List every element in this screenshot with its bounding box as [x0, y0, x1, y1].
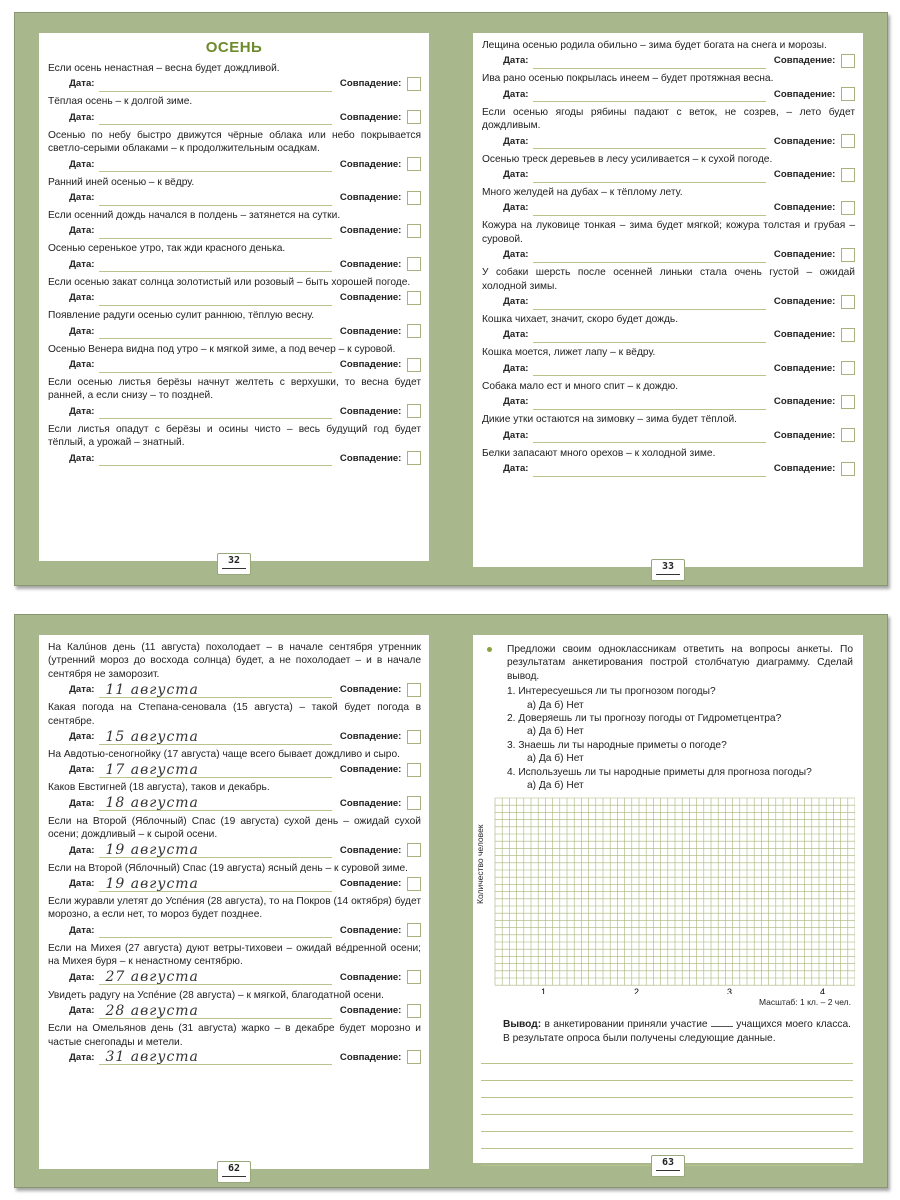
sign-entry — [473, 153, 863, 183]
sign-entry — [39, 701, 429, 745]
entry-row — [48, 256, 421, 273]
match-checkbox[interactable] — [407, 110, 421, 124]
date-label: Дата: — [69, 405, 95, 417]
date-field[interactable] — [99, 323, 331, 339]
sign-text: Какая погода на Степана-сеновала (15 августа) – такой будет погода в сентябре. — [48, 702, 421, 727]
entries-62 — [39, 641, 429, 1066]
match-checkbox[interactable] — [841, 248, 855, 262]
entry-row — [48, 289, 421, 306]
date-field[interactable] — [533, 53, 765, 69]
conclusion-label: Вывод: — [503, 1019, 542, 1031]
match-label: Совпадение: — [773, 362, 836, 374]
match-checkbox[interactable] — [407, 1050, 421, 1064]
entry-row — [482, 360, 855, 377]
date-label: Дата: — [503, 396, 529, 408]
match-checkbox[interactable] — [407, 291, 421, 305]
sign-entry — [39, 242, 429, 272]
sign-entry — [473, 313, 863, 343]
match-checkbox[interactable] — [407, 763, 421, 777]
date-label: Дата: — [69, 844, 95, 856]
date-field[interactable] — [533, 167, 765, 183]
match-label: Совпадение: — [339, 78, 402, 90]
date-field[interactable] — [99, 156, 331, 172]
question-text: 2. Доверяешь ли ты прогнозу погоды от Гидрометцентра? — [507, 713, 782, 725]
sign-text: Ива рано осенью покрылась инеем – будет протяжная весна. — [482, 73, 774, 85]
sign-text: Осенью треск деревьев в лесу усиливается – к сухой погоде. — [482, 153, 773, 165]
date-field[interactable] — [99, 403, 331, 419]
date-label: Дата: — [69, 764, 95, 776]
date-label: Дата: — [69, 359, 95, 371]
date-label: Дата: — [69, 158, 95, 170]
match-label: Совпадение: — [773, 88, 836, 100]
sign-text: Увидеть радугу на Успéние (28 августа) – к мягкой, благодатной осени. — [48, 989, 384, 1001]
sign-text: Осенью серенькое утро, так жди красного денька. — [48, 243, 286, 255]
entry-row — [48, 728, 421, 745]
scale-note: Масштаб: 1 кл. – 2 чел. — [758, 997, 851, 1008]
sign-entry — [473, 39, 863, 69]
match-checkbox[interactable] — [407, 257, 421, 271]
match-checkbox[interactable] — [841, 462, 855, 476]
question-text: 4. Используешь ли ты народные приметы для прогноза погоды? — [507, 766, 812, 778]
bottom-spread — [14, 614, 888, 1188]
entry-row — [48, 969, 421, 986]
date-label: Дата: — [69, 192, 95, 204]
date-label: Дата: — [69, 225, 95, 237]
top-spread — [14, 12, 888, 586]
question-text: 1. Интересуешься ли ты прогнозом погоды? — [507, 686, 716, 698]
date-label: Дата: — [69, 1005, 95, 1017]
date-field[interactable] — [533, 360, 765, 376]
date-field[interactable] — [533, 461, 765, 477]
date-field[interactable] — [99, 76, 331, 92]
sign-entry — [473, 346, 863, 376]
page-number-32: 32 — [217, 553, 251, 575]
date-field[interactable] — [99, 922, 331, 938]
entry-row — [482, 460, 855, 477]
sign-entry — [39, 862, 429, 892]
date-field[interactable] — [533, 133, 765, 149]
survey-question — [507, 712, 853, 739]
date-field[interactable] — [533, 86, 765, 102]
match-checkbox[interactable] — [407, 1004, 421, 1018]
date-label: Дата: — [503, 362, 529, 374]
sign-entry — [39, 641, 429, 698]
match-label: Совпадение: — [339, 258, 402, 270]
sign-text: Кожура на луковице тонкая – зима будет мягкой; кожура толстая и грубая – суровой. — [482, 220, 855, 245]
survey-intro: Предложи своим одноклассникам ответить на вопросы анкеты. По результатам анкетирования построй столбчатую диаграмму. Сделай вывод. — [485, 643, 853, 683]
entry-row — [482, 133, 855, 150]
sign-text: Если журавли улетят до Успéния (28 августа), то на Покров (14 октября) будет морозно, а если нет, то мороз будет позднее. — [48, 896, 421, 921]
match-checkbox[interactable] — [407, 358, 421, 372]
match-label: Совпадение: — [339, 797, 402, 809]
participants-blank[interactable] — [711, 1026, 733, 1027]
sign-text: Если осенью ягоды рябины падают с веток, не созрев, – лето будет дождливым. — [482, 106, 855, 132]
date-field[interactable] — [99, 1003, 331, 1019]
entry-row — [48, 795, 421, 812]
match-label: Совпадение: — [339, 158, 402, 170]
sign-text: Ранний иней осенью – к вёдру. — [48, 176, 195, 188]
x-tick-label: 1 — [541, 987, 547, 995]
match-checkbox[interactable] — [841, 54, 855, 68]
match-label: Совпадение: — [773, 249, 836, 261]
match-checkbox[interactable] — [407, 77, 421, 91]
match-checkbox[interactable] — [407, 157, 421, 171]
date-value: 27 августа — [105, 969, 199, 986]
sign-entry — [39, 815, 429, 859]
entry-row — [48, 222, 421, 239]
sign-entry — [39, 989, 429, 1019]
entry-row — [48, 109, 421, 126]
entry-row — [482, 199, 855, 216]
entry-row — [48, 189, 421, 206]
bullet-icon — [487, 647, 492, 652]
sign-entry — [39, 376, 429, 420]
sign-text: Появление радуги осенью сулит раннюю, тёплую весну. — [48, 310, 315, 322]
entry-row — [48, 842, 421, 859]
match-checkbox[interactable] — [841, 328, 855, 342]
sign-entry — [473, 186, 863, 216]
match-checkbox[interactable] — [407, 224, 421, 238]
match-label: Совпадение: — [339, 1051, 402, 1063]
match-label: Совпадение: — [339, 359, 402, 371]
match-label: Совпадение: — [339, 225, 402, 237]
sign-entry — [473, 266, 863, 310]
survey-question — [507, 685, 853, 712]
sign-entry — [473, 219, 863, 263]
sign-text: Лещина осенью родила обильно – зима будет богата на снега и морозы. — [482, 40, 827, 51]
date-label: Дата: — [503, 329, 529, 341]
date-value: 19 августа — [105, 875, 199, 892]
match-checkbox[interactable] — [841, 395, 855, 409]
match-label: Совпадение: — [339, 731, 402, 743]
page-title: ОСЕНЬ — [205, 39, 263, 56]
writing-line[interactable] — [481, 1064, 853, 1081]
entry-row — [48, 356, 421, 373]
survey-block — [473, 635, 863, 792]
match-checkbox[interactable] — [841, 361, 855, 375]
date-label: Дата: — [503, 463, 529, 475]
match-checkbox[interactable] — [841, 201, 855, 215]
sign-entry — [39, 129, 429, 173]
page-number-33: 33 — [651, 559, 685, 581]
match-label: Совпадение: — [339, 192, 402, 204]
entry-row — [48, 761, 421, 778]
sign-text: Каков Евстигней (18 августа), таков и декабрь. — [48, 782, 270, 794]
entry-row — [48, 875, 421, 892]
date-label: Дата: — [503, 55, 529, 67]
sign-text: Если на Омельянов день (31 августа) жарко – в декабре будет морозно и частые снегопады и метели. — [48, 1023, 421, 1048]
date-value: 19 августа — [105, 842, 199, 859]
match-checkbox[interactable] — [841, 428, 855, 442]
match-label: Совпадение: — [339, 684, 402, 696]
date-value: 31 августа — [105, 1049, 199, 1066]
match-checkbox[interactable] — [407, 970, 421, 984]
x-tick-label: 2 — [634, 987, 640, 995]
sign-entry — [39, 276, 429, 306]
match-label: Совпадение: — [773, 135, 836, 147]
date-label: Дата: — [69, 797, 95, 809]
match-label: Совпадение: — [773, 329, 836, 341]
entry-row — [48, 922, 421, 939]
entry-row — [482, 293, 855, 310]
entries-32 — [39, 62, 429, 467]
date-value: 28 августа — [105, 1002, 199, 1019]
match-label: Совпадение: — [773, 202, 836, 214]
sign-entry — [39, 423, 429, 467]
date-field[interactable] — [99, 1049, 331, 1065]
date-field[interactable] — [533, 394, 765, 410]
sign-text: Если осень ненастная – весна будет дождливой. — [48, 63, 280, 74]
sign-entry — [39, 1022, 429, 1066]
graph-paper-grid[interactable] — [483, 794, 855, 994]
page-number-63: 63 — [651, 1155, 685, 1177]
match-label: Совпадение: — [339, 924, 402, 936]
match-label: Совпадение: — [339, 325, 402, 337]
sign-entry — [473, 380, 863, 410]
date-field[interactable] — [99, 450, 331, 466]
date-field[interactable] — [99, 682, 331, 698]
sign-entry — [39, 748, 429, 778]
match-checkbox[interactable] — [407, 683, 421, 697]
survey-question — [507, 766, 853, 793]
writing-line[interactable] — [481, 1047, 853, 1064]
conclusion: Вывод: в анкетировании приняли участие учащихся моего класса. В результате опроса были получены следующие данные. — [503, 1019, 852, 1044]
entry-row — [48, 156, 421, 173]
page-33 — [473, 33, 863, 572]
sign-text: На Авдотью-сеногнойку (17 августа) чаще всего бывает дождливо и сыро. — [48, 749, 400, 761]
match-checkbox[interactable] — [407, 404, 421, 418]
match-checkbox[interactable] — [407, 796, 421, 810]
page-number-62: 62 — [217, 1161, 251, 1183]
sign-text: Если на Второй (Яблочный) Спас (19 августа) ясный день – к суровой зиме. — [48, 862, 408, 874]
writing-line[interactable] — [481, 1115, 853, 1132]
date-field[interactable] — [99, 842, 331, 858]
date-label: Дата: — [69, 111, 95, 123]
match-label: Совпадение: — [339, 844, 402, 856]
sign-entry — [39, 942, 429, 986]
match-checkbox[interactable] — [841, 134, 855, 148]
date-label: Дата: — [503, 202, 529, 214]
sign-text: Осенью Венера видна под утро – к мягкой зиме, а под вечер – к суровой. — [48, 343, 396, 355]
date-label: Дата: — [69, 878, 95, 890]
entry-row — [482, 427, 855, 444]
entry-row — [48, 1049, 421, 1066]
date-label: Дата: — [503, 296, 529, 308]
sign-entry — [39, 176, 429, 206]
sign-text: Если на Михея (27 августа) дуют ветры-тиховеи – ожидай вéдренной осени; на Михея буря – к ненастному сентябрю. — [48, 942, 421, 968]
writing-line[interactable] — [481, 1098, 853, 1115]
sign-text: Много желудей на дубах – к тёплому лету. — [482, 187, 683, 199]
sign-entry — [39, 895, 429, 939]
sign-text: У собаки шерсть после осенней линьки стала очень густой – ожидай холодной зимы. — [482, 267, 855, 292]
page-32 — [39, 33, 429, 566]
match-checkbox[interactable] — [407, 324, 421, 338]
match-checkbox[interactable] — [407, 877, 421, 891]
book-icon — [656, 1170, 680, 1175]
entry-row — [482, 326, 855, 343]
match-label: Совпадение: — [339, 971, 402, 983]
book-icon — [222, 568, 246, 573]
match-label: Совпадение: — [339, 1005, 402, 1017]
answer-options: а) Да б) Нет — [527, 699, 584, 711]
question-text: 3. Знаешь ли ты народные приметы о погоде? — [507, 739, 727, 751]
match-label: Совпадение: — [339, 292, 402, 304]
date-field[interactable] — [99, 109, 331, 125]
date-field[interactable] — [99, 969, 331, 985]
date-label: Дата: — [69, 452, 95, 464]
date-label: Дата: — [69, 731, 95, 743]
sign-text: Если на Второй (Яблочный) Спас (19 августа) сухой день – ожидай сухой осени; дождливый – к сырой осени. — [48, 815, 421, 841]
survey-question — [507, 739, 853, 766]
date-field[interactable] — [533, 327, 765, 343]
entry-row — [482, 86, 855, 103]
match-label: Совпадение: — [339, 405, 402, 417]
sign-text: На Калúнов день (11 августа) похолодает – в начале сентября утренник (утренний мороз до восхода солнца) будет, а не похолодает – и в начале сентября не заморозит. — [48, 642, 421, 680]
date-label: Дата: — [69, 971, 95, 983]
sign-text: Если листья опадут с берёзы и осины чисто – весь будущий год будет тёплый, а урожай – знатный. — [48, 423, 421, 449]
date-field[interactable] — [533, 294, 765, 310]
sign-text: Белки запасают много орехов – к холодной зиме. — [482, 447, 716, 459]
date-label: Дата: — [503, 88, 529, 100]
entry-row — [48, 681, 421, 698]
x-tick-label: 4 — [820, 987, 826, 995]
date-label: Дата: — [503, 249, 529, 261]
match-label: Совпадение: — [339, 111, 402, 123]
date-label: Дата: — [69, 325, 95, 337]
date-field[interactable] — [99, 762, 331, 778]
entries-33 — [473, 39, 863, 477]
date-field[interactable] — [99, 190, 331, 206]
match-label: Совпадение: — [339, 764, 402, 776]
sign-text: Дикие утки остаются на зимовку – зима будет тёплой. — [482, 414, 738, 426]
question-list — [507, 685, 853, 792]
entry-row — [48, 323, 421, 340]
date-label: Дата: — [503, 169, 529, 181]
date-label: Дата: — [503, 429, 529, 441]
match-label: Совпадение: — [773, 463, 836, 475]
match-label: Совпадение: — [339, 878, 402, 890]
match-label: Совпадение: — [339, 452, 402, 464]
match-checkbox[interactable] — [841, 87, 855, 101]
match-label: Совпадение: — [773, 296, 836, 308]
entry-row — [482, 246, 855, 263]
date-label: Дата: — [69, 292, 95, 304]
date-label: Дата: — [69, 924, 95, 936]
date-label: Дата: — [69, 1051, 95, 1063]
date-value: 17 августа — [105, 761, 199, 778]
sign-entry — [39, 95, 429, 125]
date-field[interactable] — [99, 223, 331, 239]
book-icon — [656, 574, 680, 579]
entry-row — [48, 1002, 421, 1019]
answer-options: а) Да б) Нет — [527, 726, 584, 738]
match-checkbox[interactable] — [841, 295, 855, 309]
date-field[interactable] — [99, 256, 331, 272]
sign-entry — [473, 447, 863, 477]
sign-text: Собака мало ест и много спит – к дождю. — [482, 380, 679, 392]
sign-entry — [473, 72, 863, 102]
date-value: 18 августа — [105, 795, 199, 812]
date-field[interactable] — [99, 795, 331, 811]
sign-entry — [39, 309, 429, 339]
entry-row — [48, 450, 421, 467]
page-63 — [473, 635, 863, 1168]
date-value: 15 августа — [105, 728, 199, 745]
entry-row — [482, 393, 855, 410]
date-field[interactable] — [533, 247, 765, 263]
date-value: 11 августа — [105, 681, 199, 698]
date-field[interactable] — [99, 290, 331, 306]
writing-line[interactable] — [481, 1132, 853, 1149]
sign-entry — [473, 413, 863, 443]
sign-text: Кошка моется, лижет лапу – к вёдру. — [482, 347, 656, 359]
sign-entry — [39, 343, 429, 373]
match-label: Совпадение: — [773, 169, 836, 181]
sign-text: Тёплая осень – к долгой зиме. — [48, 96, 193, 108]
match-label: Совпадение: — [773, 396, 836, 408]
entry-row — [482, 52, 855, 69]
writing-line[interactable] — [481, 1081, 853, 1098]
date-field[interactable] — [99, 729, 331, 745]
entry-row — [482, 166, 855, 183]
answer-options: а) Да б) Нет — [527, 753, 584, 765]
sign-text: Кошка чихает, значит, скоро будет дождь. — [482, 314, 679, 326]
entry-row — [48, 75, 421, 92]
date-field[interactable] — [533, 427, 765, 443]
match-label: Совпадение: — [773, 55, 836, 67]
match-checkbox[interactable] — [841, 168, 855, 182]
date-label: Дата: — [69, 258, 95, 270]
sign-text: Если осенью закат солнца золотистый или розовый – быть хорошей погоде. — [48, 276, 411, 288]
date-field[interactable] — [533, 200, 765, 216]
date-label: Дата: — [69, 684, 95, 696]
book-icon — [222, 1176, 246, 1181]
match-label: Совпадение: — [773, 429, 836, 441]
answer-options: а) Да б) Нет — [527, 780, 584, 792]
sign-entry — [39, 62, 429, 92]
match-checkbox[interactable] — [407, 451, 421, 465]
y-axis-label: Количество человек — [475, 824, 485, 905]
sign-entry — [39, 209, 429, 239]
date-label: Дата: — [69, 78, 95, 90]
sign-text: Если осенью листья берёзы начнут желтеть с верхушки, то весна будет ранней, а если снизу – то поздней. — [48, 377, 421, 402]
sign-text: Если осенний дождь начался в полдень – затянется на сутки. — [48, 210, 341, 222]
date-field[interactable] — [99, 876, 331, 892]
sign-text: Осенью по небу быстро движутся чёрные облака или небо покрывается светло-серыми облаками – к продолжительным осадкам. — [48, 129, 421, 155]
match-checkbox[interactable] — [407, 843, 421, 857]
match-checkbox[interactable] — [407, 730, 421, 744]
entry-row — [48, 403, 421, 420]
chart-area — [475, 794, 863, 1008]
match-checkbox[interactable] — [407, 191, 421, 205]
page-62 — [39, 635, 429, 1174]
sign-entry — [39, 781, 429, 811]
date-label: Дата: — [503, 135, 529, 147]
date-field[interactable] — [99, 357, 331, 373]
match-checkbox[interactable] — [407, 923, 421, 937]
sign-entry — [473, 106, 863, 150]
writing-lines[interactable] — [473, 1047, 863, 1166]
x-tick-label: 3 — [727, 987, 733, 995]
